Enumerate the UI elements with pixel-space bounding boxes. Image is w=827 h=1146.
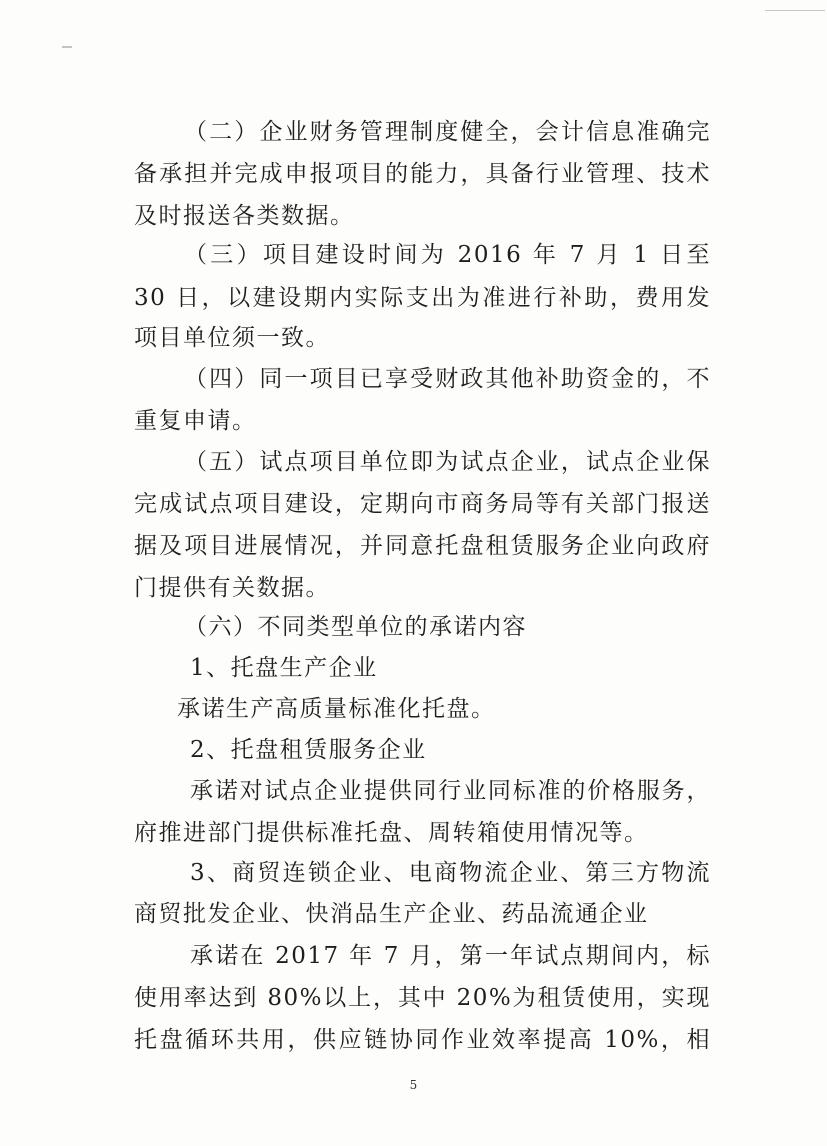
subsection-heading: 2、托盘租赁服务企业 [190, 737, 427, 763]
text-line: 重复申请。 [134, 408, 257, 434]
scan-mark [62, 46, 72, 48]
text-line: 承诺对试点企业提供同行业同标准的价格服务， [190, 778, 711, 804]
subsection-heading: 3、商贸连锁企业、电商物流企业、第三方物流 [190, 860, 711, 886]
scan-edge-mark [765, 10, 825, 11]
section-heading: （六）不同类型单位的承诺内容 [184, 614, 527, 640]
text-line: 备承担并完成申报项目的能力，具备行业管理、技术 [134, 161, 711, 187]
text-line: 使用率达到 80%以上，其中 20%为租赁使用，实现 [134, 985, 711, 1011]
text-line: 项目单位须一致。 [134, 325, 330, 351]
page-number: 5 [409, 1078, 418, 1092]
text-line: （二）企业财务管理制度健全，会计信息准确完 [184, 119, 711, 145]
text-line: （五）试点项目单位即为试点企业，试点企业保 [184, 449, 711, 475]
subsection-heading: 商贸批发企业、快消品生产企业、药品流通企业 [134, 901, 649, 927]
text-line: 府推进部门提供标准托盘、周转箱使用情况等。 [134, 820, 649, 846]
text-line: 据及项目进展情况，并同意托盘租赁服务企业向政府 [134, 533, 711, 559]
text-line: （三）项目建设时间为 2016 年 7 月 1 日至 [184, 242, 711, 268]
text-line: （四）同一项目已享受财政其他补助资金的，不 [184, 366, 711, 392]
text-line: 完成试点项目建设，定期向市商务局等有关部门报送 [134, 491, 711, 517]
text-line: 承诺在 2017 年 7 月，第一年试点期间内，标 [190, 943, 711, 969]
text-line: 承诺生产高质量标准化托盘。 [177, 696, 496, 722]
text-line: 门提供有关数据。 [134, 575, 330, 601]
text-line: 及时报送各类数据。 [134, 203, 355, 229]
text-line: 30 日，以建设期内实际支出为准进行补助，费用发 [134, 285, 711, 311]
subsection-heading: 1、托盘生产企业 [190, 655, 378, 681]
text-line: 托盘循环共用，供应链协同作业效率提高 10%，相 [134, 1027, 711, 1053]
